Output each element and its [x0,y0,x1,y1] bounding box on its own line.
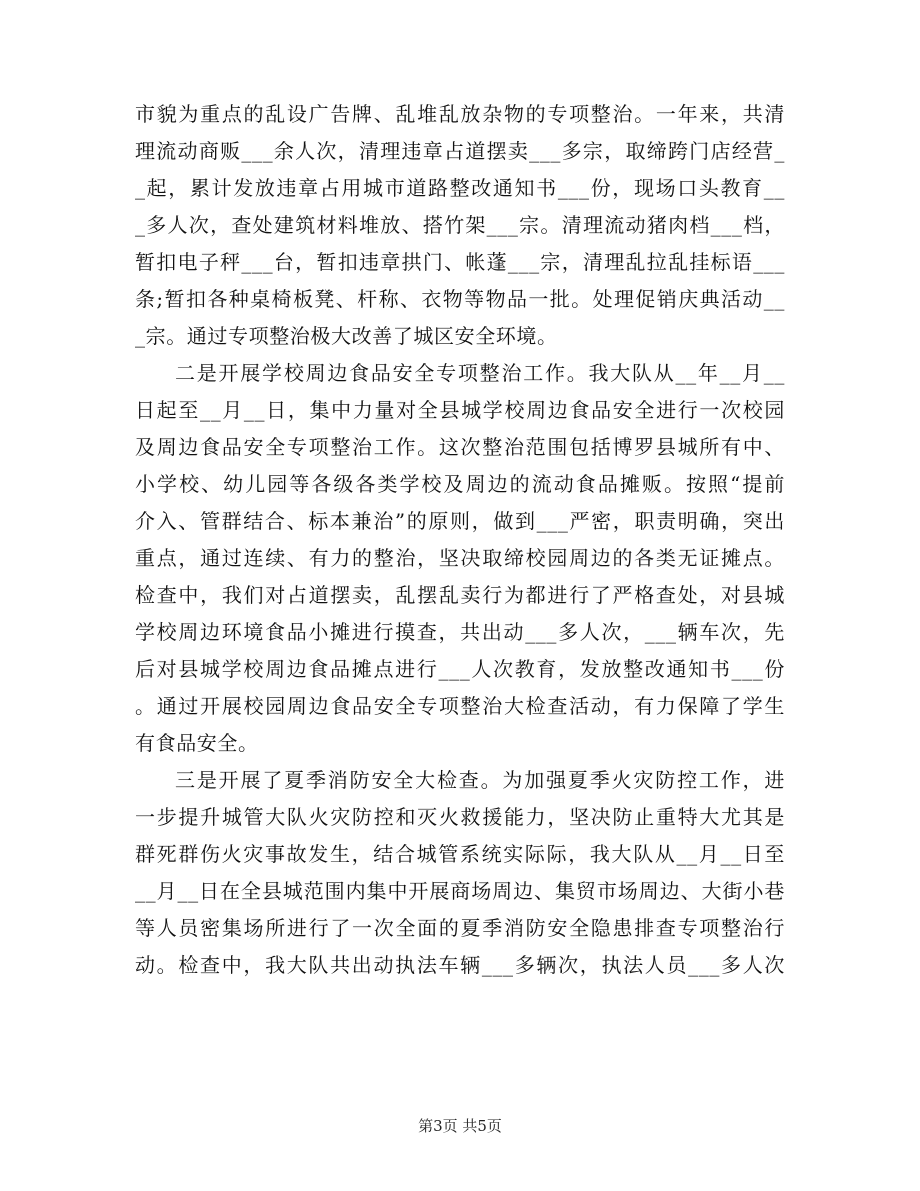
text-line: 重点，通过连续、有力的整治，坚决取缔校园周边的各类无证摊点。 [135,546,785,570]
text-line: 三是开展了夏季消防安全大检查。为加强夏季火灾防控工作，进 [175,768,785,792]
text-line: 理流动商贩___余人次，清理违章占道摆卖___多宗，取缔跨门店经营_ [135,139,785,163]
text-line: 检查中，我们对占道摆卖，乱摆乱卖行为都进行了严格查处，对县城 [135,583,785,607]
text-line: 及周边食品安全专项整治工作。这次整治范围包括博罗县城所有中、 [135,435,785,459]
text-line: __月__日在全县城范围内集中开展商场周边、集贸市场周边、大街小巷 [135,879,785,903]
text-line: 动。检查中，我大队共出动执法车辆___多辆次，执法人员___多人次 [135,953,785,977]
text-line: 暂扣电子秤___台，暂扣违章拱门、帐蓬___宗，清理乱拉乱挂标语___ [135,250,785,274]
text-line: 有食品安全。 [135,731,259,755]
text-line: 小学校、幼儿园等各级各类学校及周边的流动食品摊贩。按照“提前 [135,472,785,496]
text-line: 后对县城学校周边食品摊点进行___人次教育，发放整改通知书___份 [135,657,785,681]
paragraph-1 [135,96,785,355]
document-body [135,96,785,984]
text-line: 群死群伤火灾事故发生，结合城管系统实际际，我大队从__月__日至 [135,842,785,866]
text-line: 条;暂扣各种桌椅板凳、杆称、衣物等物品一批。处理促销庆典活动__ [135,287,785,311]
page-number-footer: 第3页 共5页 [418,1117,502,1135]
text-line: 等人员密集场所进行了一次全面的夏季消防安全隐患排查专项整治行 [135,916,785,940]
text-line: 二是开展学校周边食品安全专项整治工作。我大队从__年__月__ [175,361,785,385]
text-line: 日起至__月__日，集中力量对全县城学校周边食品安全进行一次校园 [135,398,785,422]
text-line: 。通过开展校园周边食品安全专项整治大检查活动，有力保障了学生 [135,694,785,718]
paragraph-2 [135,355,785,762]
text-line: 学校周边环境食品小摊进行摸查，共出动___多人次，___辆车次，先 [135,620,785,644]
text-line: 一步提升城管大队火灾防控和灭火救援能力，坚决防止重特大尤其是 [135,805,785,829]
text-line: 市貌为重点的乱设广告牌、乱堆乱放杂物的专项整治。一年来，共清 [135,102,785,126]
paragraph-3 [135,762,785,984]
text-line: _起，累计发放违章占用城市道路整改通知书___份，现场口头教育__ [135,176,785,200]
text-line: 介入、管群结合、标本兼治”的原则，做到___严密，职责明确，突出 [135,509,785,533]
text-line: _宗。通过专项整治极大改善了城区安全环境。 [135,324,558,348]
text-line: _多人次，查处建筑材料堆放、搭竹架___宗。清理流动猪肉档___档， [135,213,785,237]
